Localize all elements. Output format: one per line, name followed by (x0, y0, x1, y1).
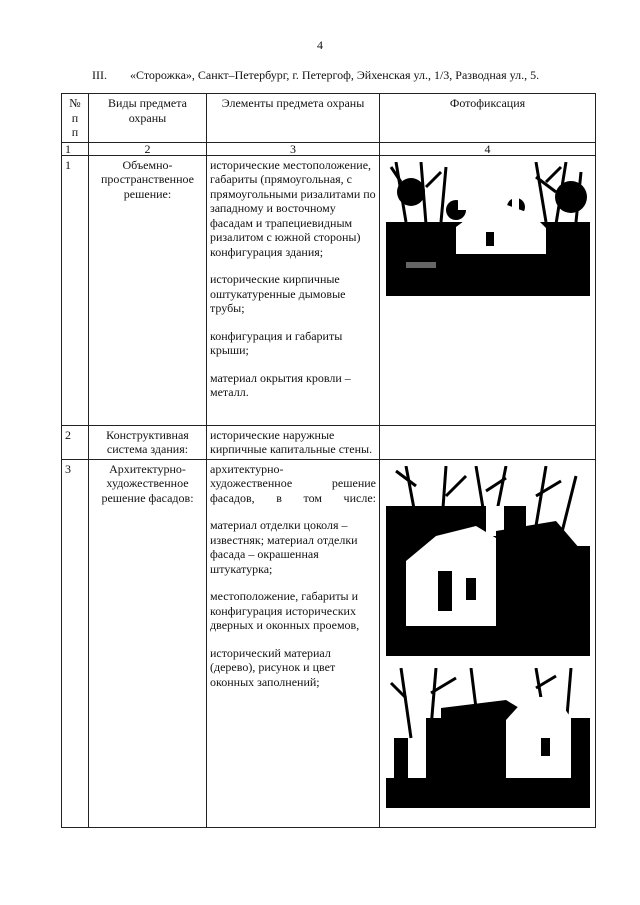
page-number: 4 (317, 38, 323, 52)
house-photo (386, 162, 590, 296)
row-type-line: решение фасадов: (101, 490, 194, 505)
row-elements (207, 425, 380, 459)
table-row (62, 155, 596, 425)
header-types (89, 94, 207, 143)
row-elements (207, 155, 380, 425)
element-text: местоположение, габариты и конфигурация исторических дверных и оконных проемов, (210, 589, 360, 632)
section-number: III. (92, 68, 107, 82)
row-type-line: Конструктивная (106, 427, 189, 442)
header-elements: Элементы предмета охраны (207, 94, 380, 143)
row-type-line: пространственное (101, 172, 194, 186)
section-title: «Сторожка», Санкт–Петербург, г. Петергоф, Эйхенская ул., 1/3, Разводная ул., 5. (130, 68, 540, 82)
element-text: художественное решение (210, 476, 376, 490)
element-text: материал отделки цоколя – известняк; материал отделки фасада – окрашенная штукатурка; (210, 518, 358, 576)
table-row (62, 425, 596, 459)
row-type-line: решение: (123, 186, 172, 201)
facade-photo (386, 466, 590, 656)
protection-table (61, 93, 596, 828)
row-photo-empty (380, 425, 596, 459)
row-photo (380, 155, 596, 425)
header-types-line: Виды предмета (108, 96, 187, 110)
row-type (89, 155, 207, 425)
table-row (62, 459, 596, 827)
row-type-line: Объемно- (122, 157, 173, 172)
header-number-line: п (71, 110, 79, 125)
row-type (89, 425, 207, 459)
index-cell: 1 (62, 142, 89, 155)
row-type-line: Архитектурно- (109, 461, 186, 476)
row-number: 2 (62, 425, 89, 459)
table-header-row (62, 94, 596, 143)
element-text: фасадов, в том числе: (210, 490, 376, 505)
row-type (89, 459, 207, 827)
header-number-line: п (71, 125, 79, 139)
row-number: 1 (62, 155, 89, 425)
element-text: исторические наружные кирпичные капитальные стены. (210, 427, 373, 456)
row-type-line: система здания: (106, 442, 189, 456)
element-text: конфигурация и габариты крыши; (210, 328, 343, 357)
element-text: архитектурно- (210, 461, 284, 476)
index-cell: 2 (89, 142, 207, 155)
element-text: исторический материал (дерево), рисунок и цвет оконных заполнений; (210, 645, 336, 689)
header-types-line: охраны (128, 110, 167, 125)
index-cell: 3 (207, 142, 380, 155)
index-cell: 4 (380, 142, 596, 155)
header-number (62, 94, 89, 143)
table-index-row (62, 142, 596, 155)
row-elements (207, 459, 380, 827)
row-number: 3 (62, 459, 89, 827)
row-photos (380, 459, 596, 827)
side-facade-photo (386, 668, 590, 808)
row-type-line: художественное (106, 476, 189, 490)
element-text: исторические местоположение, габариты (прямоугольная, с прямоугольными ризалитами по западному и восточному фасадам и трапециевидным ризалитом с южной стороны) конфигурация здания; (210, 157, 376, 259)
section-heading (92, 68, 592, 83)
element-text: исторические кирпичные оштукатуренные дымовые трубы; (210, 272, 346, 315)
header-photo: Фотофиксация (380, 94, 596, 143)
element-text: материал окрытия кровли – металл. (210, 370, 351, 399)
header-number-line: № (69, 96, 81, 110)
